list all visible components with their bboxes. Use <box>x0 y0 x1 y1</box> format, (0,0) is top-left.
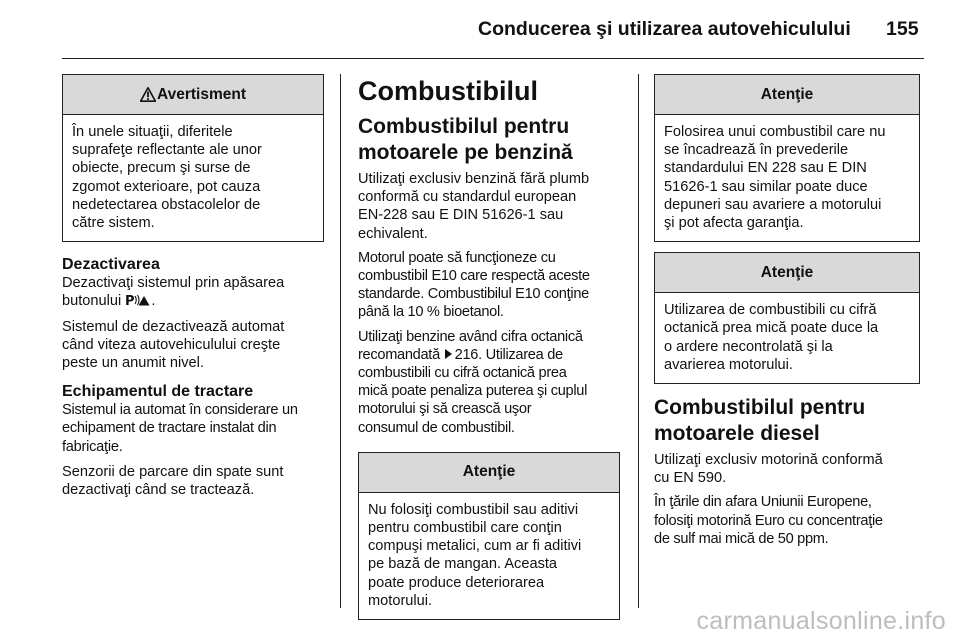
text-line: combustibili cu cifră octanică prea <box>358 365 567 382</box>
text-line-end: . <box>151 293 156 310</box>
text-line: Sistemul de dezactivează automat <box>62 318 285 335</box>
page-reference-link[interactable]: 216. Utilizarea de <box>454 346 563 363</box>
text-line: combustibil E10 care respectă aceste <box>358 268 590 285</box>
text-line: pentru combustibil care conţin <box>368 520 562 537</box>
title-line: motoarele pe benzină <box>358 141 573 164</box>
parking-assist-icon <box>125 293 151 307</box>
text-line: când viteza autovehiculului creşte <box>62 336 281 353</box>
text-line: 51626-1 sau similar poate duce <box>664 178 868 195</box>
text-line: obiecte, precum şi surse de <box>72 160 251 177</box>
text-line: zgomot exterioare, pot cauza <box>72 178 261 195</box>
text-line: motorului şi să crească uşor <box>358 401 532 418</box>
text-line: standarde. Combustibilul E10 conţine <box>358 286 589 303</box>
text-line: echipament de tractare instalat din <box>62 420 277 437</box>
text-line: Dezactivaţi sistemul prin apăsarea <box>62 275 285 292</box>
caution-box-body <box>655 115 919 241</box>
warning-box-title: Avertisment <box>156 85 246 103</box>
warning-box <box>62 74 324 242</box>
title-line: motoarele diesel <box>654 422 820 446</box>
text-line: În unele situaţii, diferitele <box>72 124 233 140</box>
warning-box-header <box>63 75 323 115</box>
column-3 <box>654 74 920 548</box>
petrol-paragraph-1 <box>358 170 620 243</box>
text-line: se încadrează în prevederile <box>664 142 849 159</box>
text-line: mică poate penaliza puterea şi cuplul <box>358 383 588 400</box>
text-line: avarierea motorului. <box>664 356 793 373</box>
text-line: standardului EN 228 sau E DIN <box>664 160 867 177</box>
text-line: depuneri sau avariere a motorului <box>664 196 882 213</box>
title-line: Combustibilul pentru <box>654 396 866 420</box>
text-line: pe bază de mangan. Aceasta <box>368 556 558 573</box>
svg-text:P: P <box>125 294 135 308</box>
caution-box-header: Atenţie <box>655 75 919 115</box>
text-line: Motorul poate să funcţioneze cu <box>358 249 556 266</box>
text-line: Sistemul ia automat în considerare un <box>62 402 298 419</box>
watermark: carmanualsonline.info <box>696 607 946 635</box>
text-line: Utilizarea de combustibili cu cifră <box>664 302 877 319</box>
text-line: de sulf mai mică de 50 ppm. <box>654 530 829 547</box>
warning-box-body <box>63 115 323 241</box>
diesel-paragraph-2 <box>654 493 920 548</box>
chapter-title: Combustibilul <box>358 76 538 106</box>
text-line: Folosirea unui combustibil care nu <box>664 124 886 140</box>
text-line: motorului. <box>368 592 433 609</box>
diesel-section-title <box>654 395 920 447</box>
deactivation-heading: Dezactivarea <box>62 256 160 274</box>
petrol-section-title <box>358 114 620 166</box>
warning-triangle-icon <box>140 87 156 102</box>
text-line: fabricaţie. <box>62 438 123 455</box>
caution-box-header: Atenţie <box>655 253 919 293</box>
text-line: Utilizaţi exclusiv motorină conformă <box>654 452 883 469</box>
text-line: până la 10 % bioetanol. <box>358 304 504 321</box>
text-line: Utilizaţi benzine având cifra octanică <box>358 328 583 345</box>
diesel-paragraph-1 <box>654 451 920 487</box>
text-line: echivalent. <box>358 225 428 242</box>
text-line: către sistem. <box>72 215 155 232</box>
caution-box-body <box>655 293 919 383</box>
text-line: poate produce deteriorarea <box>368 574 545 591</box>
page-reference-arrow-icon[interactable] <box>445 349 452 359</box>
header-divider <box>62 58 924 59</box>
text-line: şi pot afecta garanţia. <box>664 215 804 232</box>
caution-box-standards <box>654 74 920 242</box>
page-header <box>0 0 960 62</box>
caution-box-header: Atenţie <box>359 453 619 493</box>
caution-box-octane <box>654 252 920 384</box>
header-title: Conducerea şi utilizarea autovehiculului <box>478 18 851 40</box>
text-line: În ţările din afara Uniunii Europene, <box>654 494 872 511</box>
page-number: 155 <box>886 18 919 40</box>
text-line: recomandată <box>358 346 440 363</box>
text-line: Nu folosiţi combustibil sau aditivi <box>368 501 579 518</box>
text-line: butonului <box>62 293 122 310</box>
caution-box <box>358 452 620 620</box>
text-line: peste un anumit nivel. <box>62 355 204 372</box>
column-2 <box>358 74 620 620</box>
text-line: octanică prea mică poate duce la <box>664 320 879 337</box>
text-line: suprafeţe reflectante ale unor <box>72 142 262 159</box>
petrol-paragraph-3 <box>358 328 620 437</box>
text-line: folosiţi motorină Euro cu concentraţie <box>654 512 883 529</box>
text-line: Senzorii de parcare din spate sunt <box>62 463 284 480</box>
text-line: consumul de combustibil. <box>358 419 515 436</box>
text-line: dezactivaţi când se tractează. <box>62 482 255 499</box>
petrol-paragraph-2 <box>358 249 620 322</box>
deactivation-paragraph-1 <box>62 274 324 310</box>
towing-heading: Echipamentul de tractare <box>62 383 254 401</box>
column-divider-left <box>340 74 341 608</box>
deactivation-paragraph-2 <box>62 318 324 373</box>
text-line: conformă cu standardul european <box>358 189 577 206</box>
caution-box-body <box>359 493 619 619</box>
column-1 <box>62 74 324 499</box>
text-line: nedetectarea obstacolelor de <box>72 196 261 213</box>
text-line: cu EN 590. <box>654 470 727 487</box>
text-line: EN-228 sau E DIN 51626-1 sau <box>358 207 564 224</box>
towing-paragraph-1 <box>62 401 324 456</box>
title-line: Combustibilul pentru <box>358 115 570 138</box>
text-line: o ardere necontrolată şi la <box>664 338 833 355</box>
column-divider-right <box>638 74 639 608</box>
text-line: Utilizaţi exclusiv benzină fără plumb <box>358 171 590 187</box>
towing-paragraph-2 <box>62 463 324 499</box>
text-line: compuşi metalici, cum ar fi aditivi <box>368 538 582 555</box>
